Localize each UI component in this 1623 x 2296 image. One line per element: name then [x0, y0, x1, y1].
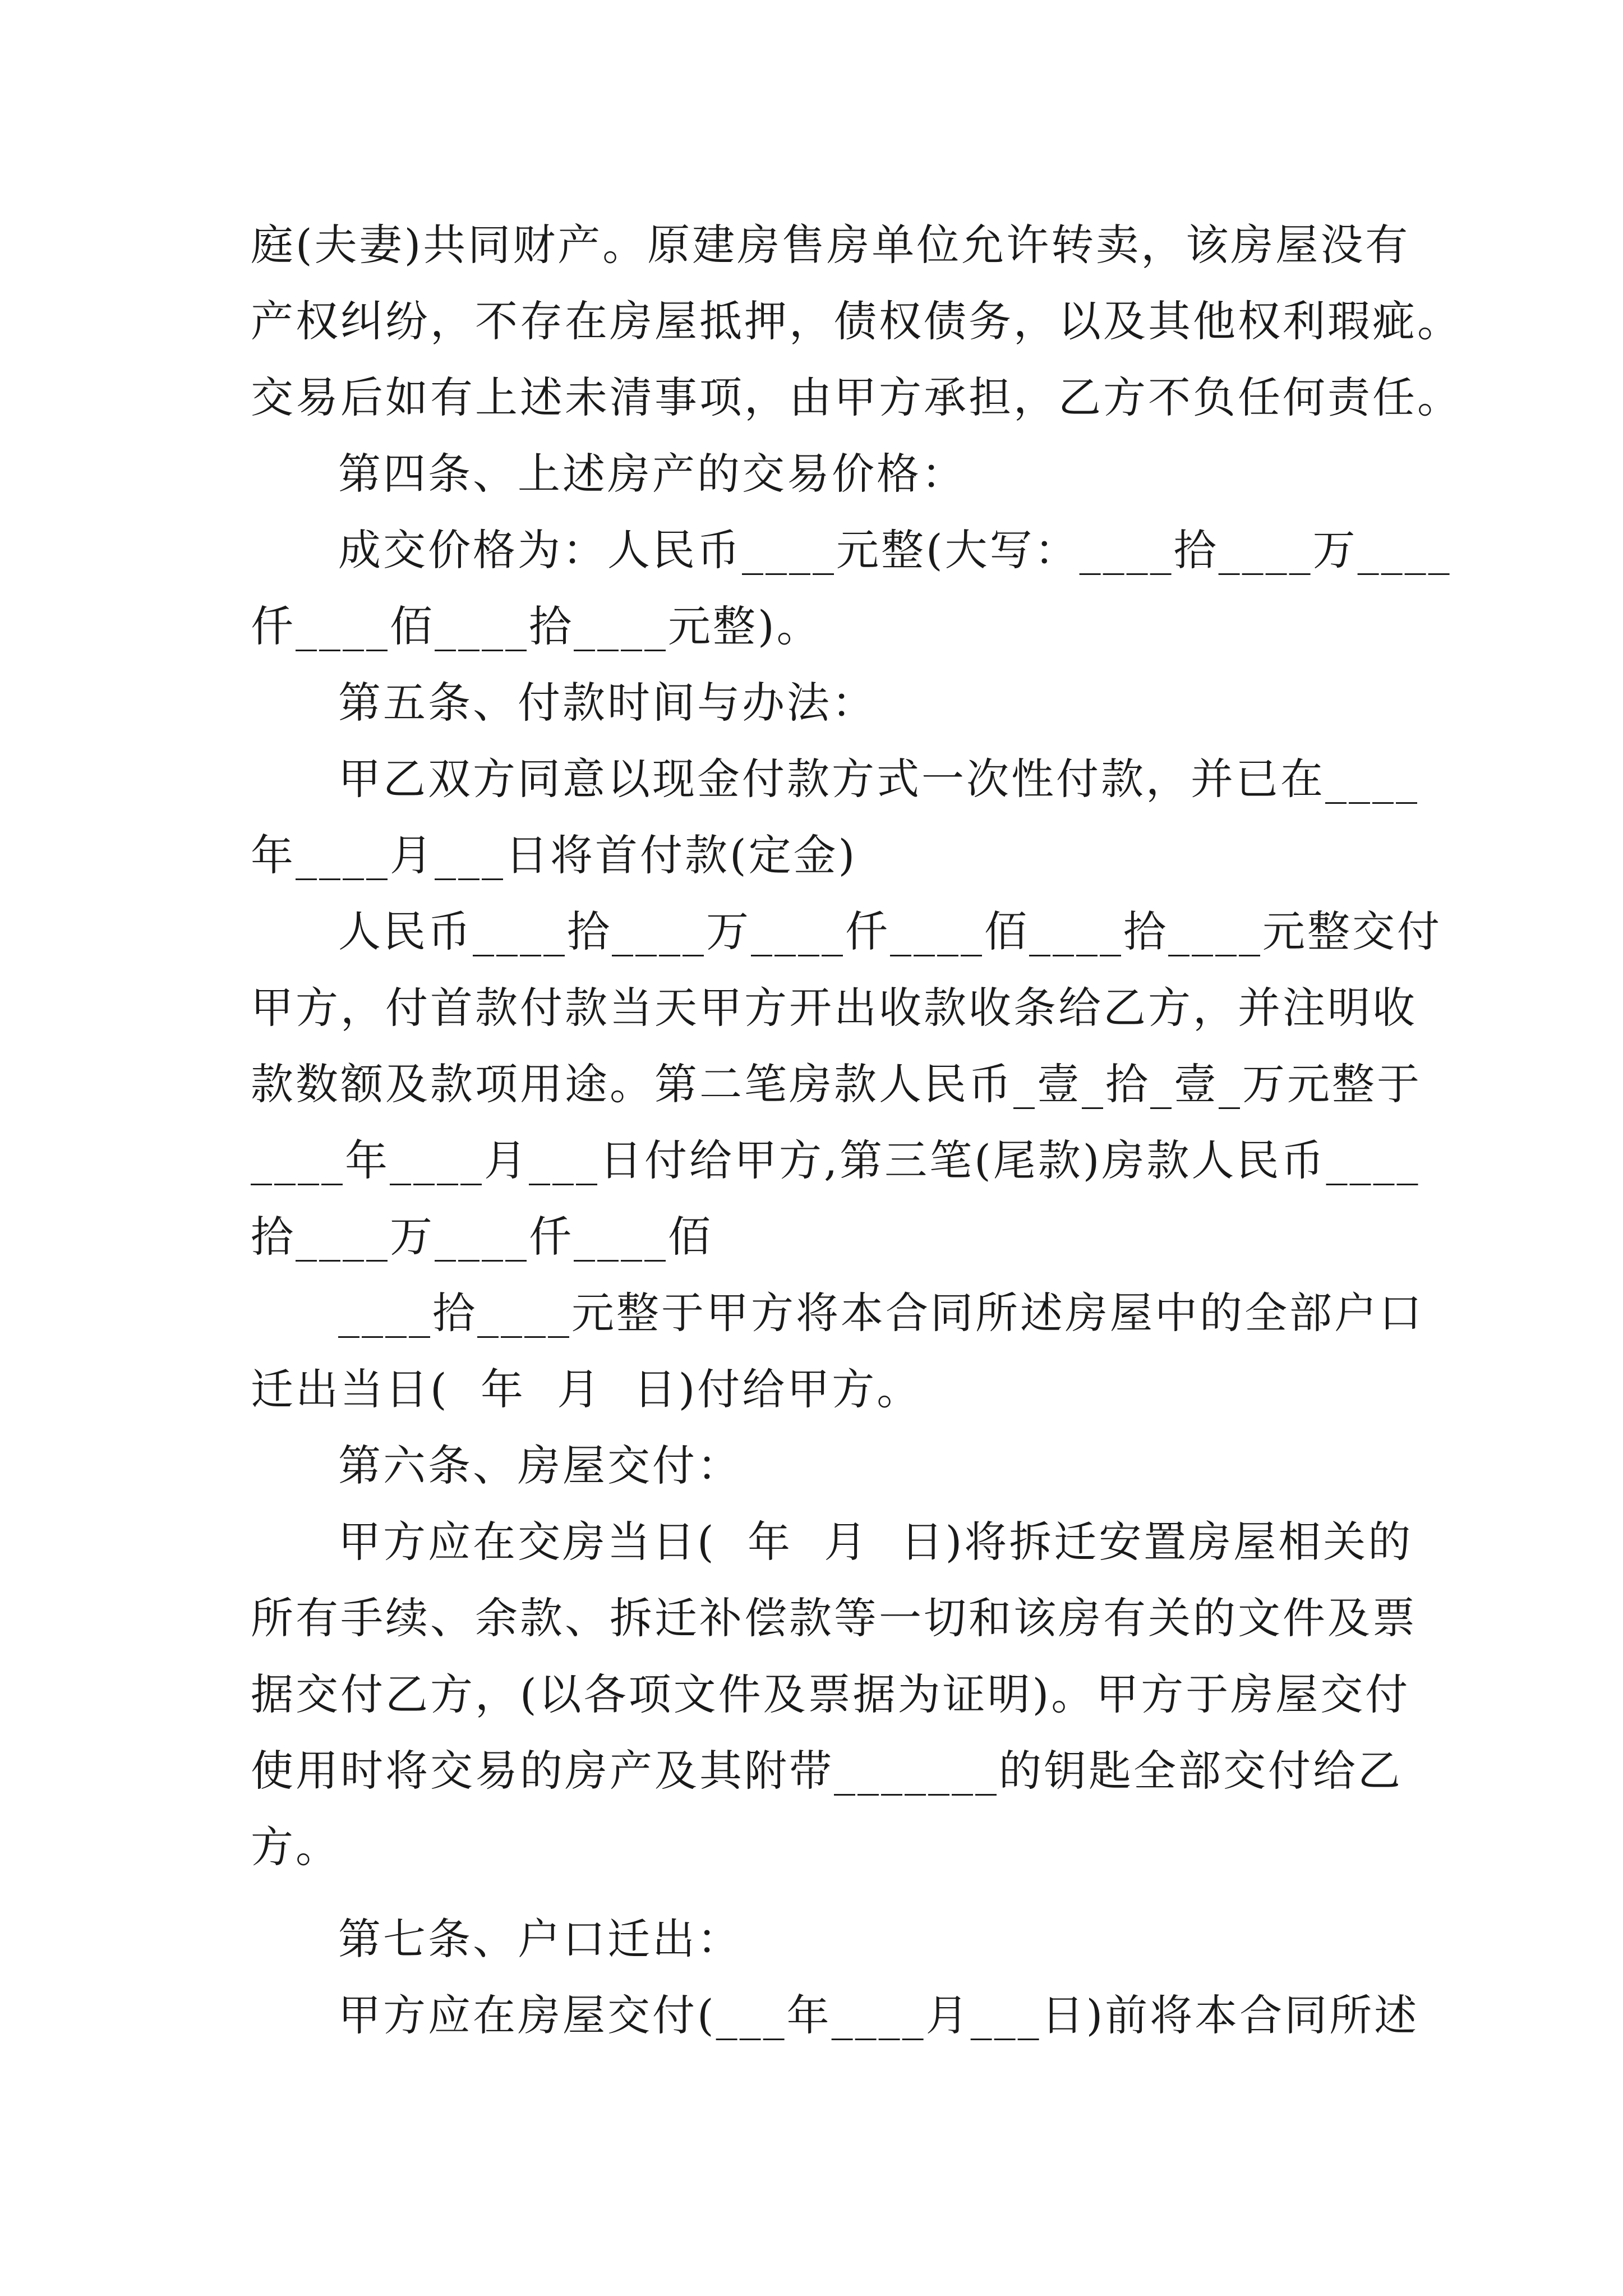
- text-line-3: 交易后如有上述未清事项，由甲方承担，乙方不负任何责任。: [251, 372, 1462, 422]
- text-line-11: 甲方，付首款付款当天甲方开出收款收条给乙方，并注明收: [251, 983, 1417, 1033]
- text-line-22: 方。: [251, 1822, 340, 1872]
- text-line-2: 产权纠纷，不存在房屋抵押，债权债务，以及其他权利瑕疵。: [251, 296, 1462, 346]
- text-line-18: 甲方应在交房当日( 年 月 日)将拆迁安置房屋相关的: [338, 1517, 1413, 1567]
- text-line-20: 据交付乙方，(以各项文件及票据为证明)。甲方于房屋交付: [251, 1669, 1410, 1719]
- text-line-13: ____年____月___日付给甲方,第三笔(尾款)房款人民币____: [251, 1135, 1421, 1185]
- text-line-16: 迁出当日( 年 月 日)付给甲方。: [251, 1364, 922, 1414]
- text-line-9: 年____月___日将首付款(定金): [251, 830, 857, 880]
- text-line-15: ____拾____元整于甲方将本合同所述房屋中的全部户口: [338, 1288, 1424, 1338]
- article-5-heading: 第五条、付款时间与办法：: [338, 678, 877, 728]
- article-4-heading: 第四条、上述房产的交易价格：: [338, 449, 966, 499]
- text-line-10: 人民币____拾____万____仟____佰____拾____元整交付: [338, 907, 1442, 956]
- text-line-1: 庭(夫妻)共同财产。原建房售房单位允许转卖，该房屋没有: [251, 220, 1410, 270]
- text-line-6: 仟____佰____拾____元整)。: [251, 601, 822, 651]
- text-line-5: 成交价格为：人民币____元整(大写：____拾____万____: [338, 525, 1452, 575]
- article-6-heading: 第六条、房屋交付：: [338, 1441, 742, 1490]
- text-line-14: 拾____万____仟____佰: [251, 1212, 713, 1262]
- text-line-24: 甲方应在房屋交付(___年____月___日)前将本合同所述: [338, 1990, 1419, 2040]
- text-line-12: 款数额及款项用途。第二笔房款人民币_壹_拾_壹_万元整于: [251, 1059, 1422, 1109]
- article-7-heading: 第七条、户口迁出：: [338, 1914, 742, 1964]
- text-line-19: 所有手续、余款、拆迁补偿款等一切和该房有关的文件及票: [251, 1593, 1417, 1643]
- text-line-8: 甲乙双方同意以现金付款方式一次性付款，并已在____: [338, 754, 1419, 804]
- text-line-21: 使用时将交易的房产及其附带_______的钥匙全部交付给乙: [251, 1746, 1403, 1796]
